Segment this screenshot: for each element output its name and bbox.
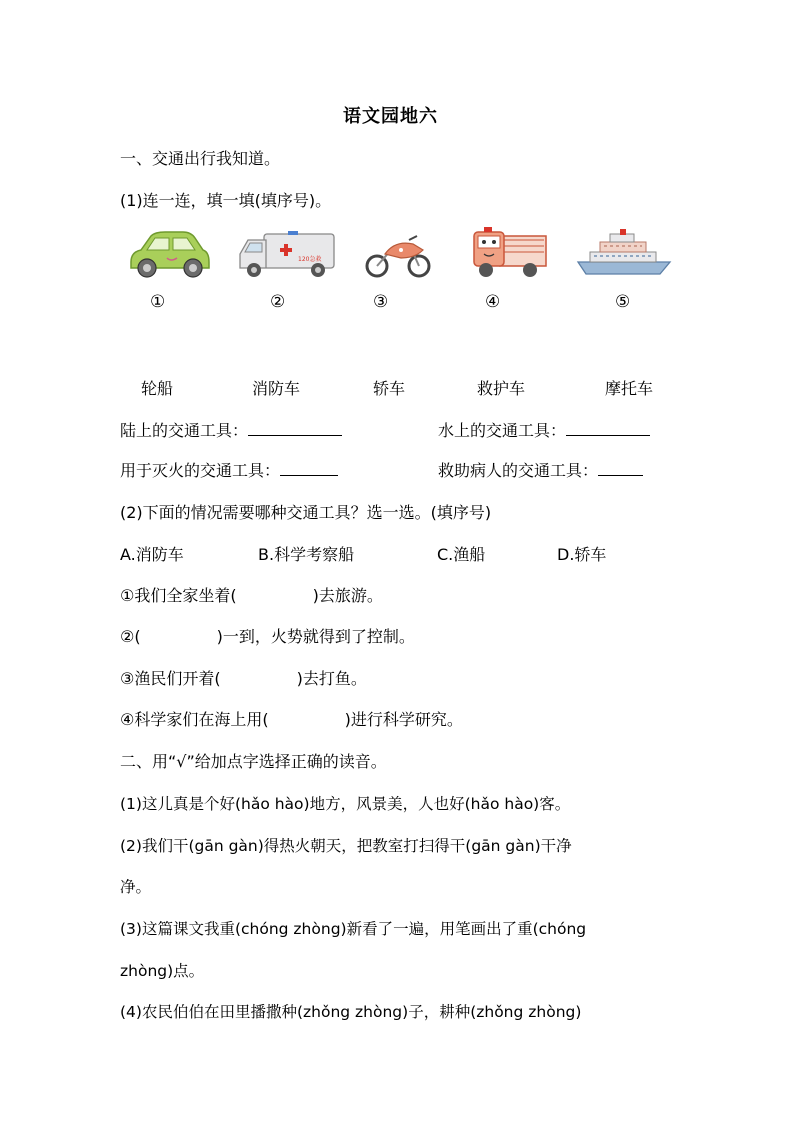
word-motorcycle: 摩托车 — [605, 379, 654, 398]
option-c: C.渔船 — [437, 545, 486, 564]
option-a: A.消防车 — [120, 545, 184, 564]
section-1-heading: 一、交通出行我知道。 — [120, 149, 281, 168]
fill-water-label: 水上的交通工具： — [438, 421, 567, 440]
choice-item-3 — [120, 668, 367, 690]
choice-item-2-post: )一到，火势就得到了控制。 — [216, 627, 415, 646]
fill-fire-label: 用于灭火的交通工具： — [120, 461, 281, 480]
choice-item-1-pre: ①我们全家坐着( — [120, 586, 237, 605]
fill-rescue-blank[interactable] — [598, 461, 643, 476]
choice-item-2-pre: ②( — [120, 627, 141, 646]
fill-land — [120, 420, 342, 442]
number-3: ③ — [373, 292, 389, 312]
choice-item-4-post: )进行科学研究。 — [344, 710, 463, 729]
section-2-heading: 二、用“√”给加点字选择正确的读音。 — [120, 752, 387, 771]
fill-rescue — [438, 460, 643, 482]
car-icon — [125, 228, 213, 280]
number-5: ⑤ — [615, 292, 631, 312]
fill-fire — [120, 460, 338, 482]
word-ship: 轮船 — [141, 379, 174, 398]
choice-item-3-post: )去打鱼。 — [296, 669, 367, 688]
choice-item-4-pre: ④科学家们在海上用( — [120, 710, 269, 729]
choice-item-2 — [120, 626, 415, 648]
pinyin-line-1: (1)这儿真是个好(hǎo hào)地方，风景美，人也好(hǎo hào)客。 — [120, 795, 571, 813]
word-car: 轿车 — [373, 379, 406, 398]
pinyin-line-3-cont: zhòng)点。 — [120, 962, 205, 980]
fill-water — [438, 420, 650, 442]
choice-item-1-post: )去旅游。 — [312, 586, 383, 605]
fill-water-blank[interactable] — [566, 421, 650, 436]
choice-item-3-pre: ③渔民们开着( — [120, 669, 221, 688]
fill-land-blank[interactable] — [248, 421, 342, 436]
choice-item-1 — [120, 585, 383, 607]
pinyin-line-2-cont: 净。 — [120, 878, 152, 896]
question-2-prompt: (2)下面的情况需要哪种交通工具？选一选。(填序号) — [120, 503, 492, 522]
question-1-prompt: (1)连一连，填一填(填序号)。 — [120, 191, 332, 210]
choice-item-4 — [120, 709, 463, 731]
ambulance-icon — [236, 228, 338, 280]
number-4: ④ — [485, 292, 501, 312]
motorcycle-icon — [365, 232, 431, 280]
word-fire-truck: 消防车 — [252, 379, 301, 398]
fill-land-label: 陆上的交通工具： — [120, 421, 249, 440]
pinyin-line-4: (4)农民伯伯在田里播撒种(zhǒng zhòng)子，耕种(zhǒng zhòng) — [120, 1003, 582, 1021]
ambulance-label: 120急救 — [298, 256, 322, 263]
number-2: ② — [270, 292, 286, 312]
pinyin-line-2: (2)我们干(gān gàn)得热火朝天，把教室打扫得干(gān gàn)干净 — [120, 837, 572, 855]
fire-truck-icon — [470, 224, 550, 280]
option-d: D.轿车 — [557, 545, 607, 564]
word-ambulance: 救护车 — [477, 379, 526, 398]
ship-icon — [576, 228, 672, 278]
number-1: ① — [150, 292, 166, 312]
pinyin-line-3: (3)这篇课文我重(chóng zhòng)新看了一遍，用笔画出了重(chóng — [120, 920, 587, 938]
option-b: B.科学考察船 — [258, 545, 355, 564]
page-title: 语文园地六 — [343, 106, 438, 127]
fill-rescue-label: 救助病人的交通工具： — [438, 461, 599, 480]
fill-fire-blank[interactable] — [280, 461, 338, 476]
